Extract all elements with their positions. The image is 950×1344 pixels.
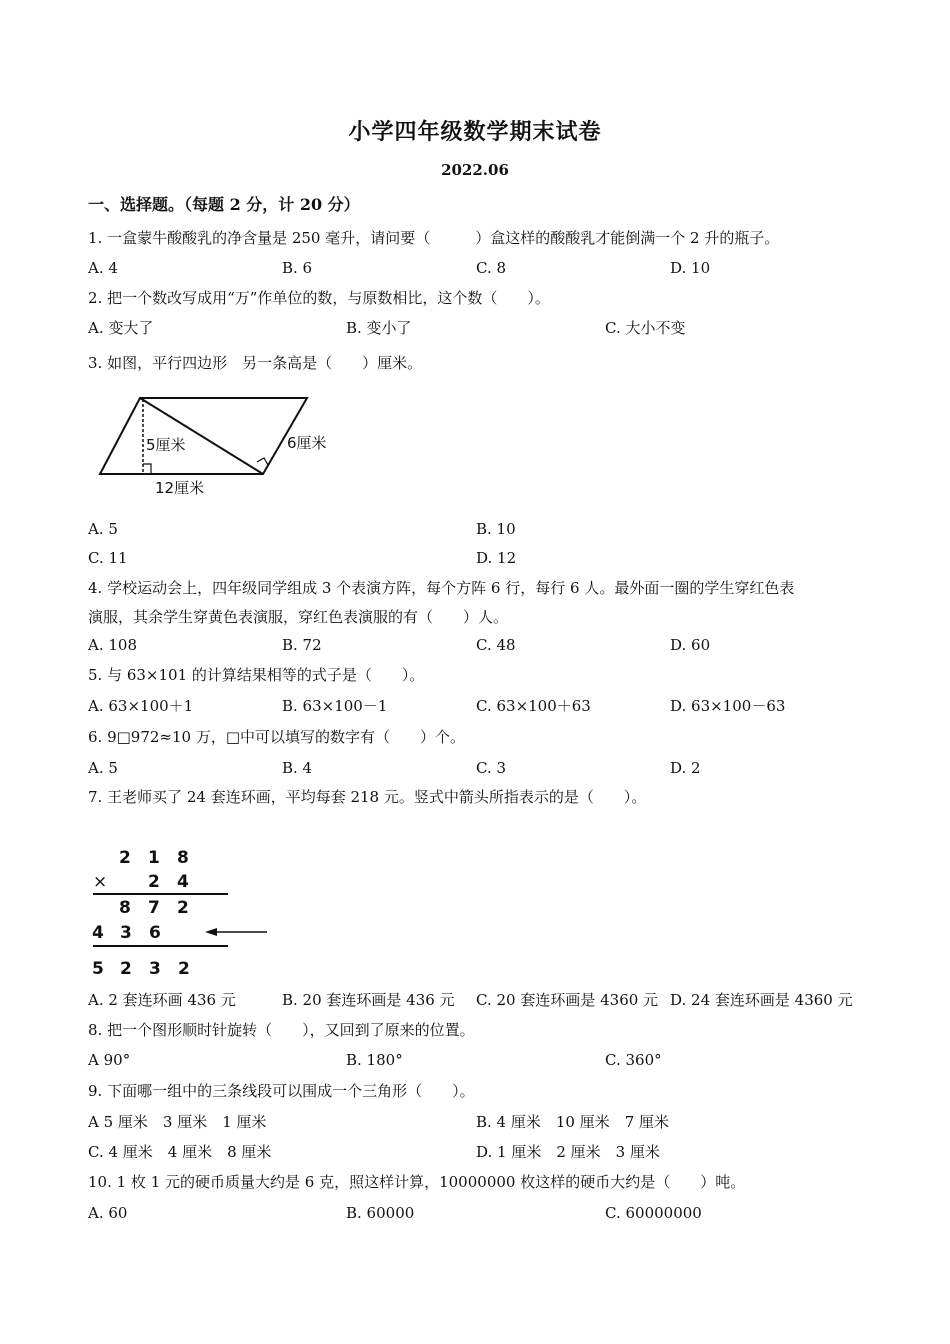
question-3-stem: 3. 如图，平行四边形 另一条高是（ ）厘米。: [88, 354, 423, 372]
calc-digit: 3: [149, 959, 161, 979]
question-5-option-d: D. 63×100－63: [670, 697, 786, 715]
question-1-option-d: D. 10: [670, 259, 711, 277]
question-1-option-b: B. 6: [282, 259, 313, 277]
question-9-option-c: C. 4 厘米 4 厘米 8 厘米: [88, 1143, 272, 1161]
section-heading: 一、选择题。（每题 2 分，计 20 分）: [88, 195, 360, 214]
question-1-option-a: A. 4: [88, 259, 118, 277]
question-6-option-b: B. 4: [282, 759, 313, 777]
question-8-option-b: B. 180°: [346, 1051, 403, 1069]
question-6-option-c: C. 3: [476, 759, 507, 777]
question-9-stem: 9. 下面哪一组中的三条线段可以围成一个三角形（ ）。: [88, 1082, 475, 1100]
parallelogram-figure: [95, 392, 345, 504]
times-sign: ×: [93, 872, 108, 892]
question-10-option-a: A. 60: [88, 1204, 128, 1222]
question-1-stem: 1. 一盒蒙牛酸酸乳的净含量是 250 毫升，请问要（ ）盒这样的酸酸乳才能倒满一个 2 升的瓶子。: [88, 229, 780, 247]
height-label: 5厘米: [146, 436, 186, 454]
question-4-option-a: A. 108: [88, 636, 137, 654]
question-8-option-c: C. 360°: [605, 1051, 662, 1069]
question-7-option-c: C. 20 套连环画是 4360 元: [476, 991, 659, 1009]
question-6-stem: 6. 9□972≈10 万，□中可以填写的数字有（ ）个。: [88, 728, 466, 746]
question-4-option-c: C. 48: [476, 636, 516, 654]
question-6-option-a: A. 5: [88, 759, 118, 777]
question-2-option-a: A. 变大了: [88, 319, 154, 337]
question-3-option-a: A. 5: [88, 520, 118, 538]
calc-digit: 2: [119, 848, 131, 868]
calc-digit: 6: [149, 923, 161, 943]
question-4-stem-line2: 演服，其余学生穿黄色表演服，穿红色表演服的有（ ）人。: [88, 608, 509, 626]
question-2-stem: 2. 把一个数改写成用“万”作单位的数，与原数相比，这个数（ ）。: [88, 289, 550, 307]
question-5-option-a: A. 63×100＋1: [88, 697, 194, 715]
calc-digit: 7: [148, 898, 160, 918]
question-4-option-b: B. 72: [282, 636, 322, 654]
question-7-option-b: B. 20 套连环画是 436 元: [282, 991, 455, 1009]
question-7-stem: 7. 王老师买了 24 套连环画，平均每套 218 元。竖式中箭头所指表示的是（ ）。: [88, 788, 647, 806]
question-2-option-b: B. 变小了: [346, 319, 412, 337]
question-5-stem: 5. 与 63×101 的计算结果相等的式子是（ ）。: [88, 666, 425, 684]
page-title: 小学四年级数学期末试卷: [348, 119, 602, 145]
calc-digit: 4: [177, 872, 189, 892]
question-2-option-c: C. 大小不变: [605, 319, 686, 337]
question-10-option-b: B. 60000: [346, 1204, 415, 1222]
question-9-option-a: A 5 厘米 3 厘米 1 厘米: [88, 1113, 267, 1131]
question-5-option-b: B. 63×100－1: [282, 697, 388, 715]
calc-digit: 5: [92, 959, 104, 979]
question-9-option-d: D. 1 厘米 2 厘米 3 厘米: [476, 1143, 660, 1161]
question-4-stem-line1: 4. 学校运动会上，四年级同学组成 3 个表演方阵，每个方阵 6 行，每行 6 人。最外面一圈的学生穿红色表: [88, 579, 795, 597]
vertical-multiplication-figure: [85, 840, 285, 985]
calc-digit: 2: [177, 898, 189, 918]
side-label: 6厘米: [287, 434, 327, 452]
question-10-stem: 10. 1 枚 1 元的硬币质量大约是 6 克，照这样计算，10000000 枚这样的硬币大约是（ ）吨。: [88, 1173, 746, 1191]
question-6-option-d: D. 2: [670, 759, 701, 777]
question-7-option-d: D. 24 套连环画是 4360 元: [670, 991, 853, 1009]
question-3-option-c: C. 11: [88, 549, 128, 567]
exam-date: 2022.06: [441, 161, 509, 179]
calc-digit: 2: [148, 872, 160, 892]
question-5-option-c: C. 63×100＋63: [476, 697, 591, 715]
question-7-option-a: A. 2 套连环画 436 元: [88, 991, 236, 1009]
question-1-option-c: C. 8: [476, 259, 507, 277]
question-8-stem: 8. 把一个图形顺时针旋转（ ），又回到了原来的位置。: [88, 1021, 475, 1039]
calc-digit: 8: [119, 898, 131, 918]
calc-digit: 1: [148, 848, 160, 868]
question-8-option-a: A 90°: [88, 1051, 131, 1069]
calc-digit: 2: [120, 959, 132, 979]
arrow-left-icon: [205, 928, 217, 936]
question-3-option-b: B. 10: [476, 520, 516, 538]
calc-digit: 4: [92, 923, 104, 943]
base-label: 12厘米: [155, 479, 205, 497]
question-10-option-c: C. 60000000: [605, 1204, 702, 1222]
question-4-option-d: D. 60: [670, 636, 711, 654]
question-3-option-d: D. 12: [476, 549, 517, 567]
question-9-option-b: B. 4 厘米 10 厘米 7 厘米: [476, 1113, 670, 1131]
calc-digit: 8: [177, 848, 189, 868]
calc-digit: 2: [178, 959, 190, 979]
calc-digit: 3: [120, 923, 132, 943]
